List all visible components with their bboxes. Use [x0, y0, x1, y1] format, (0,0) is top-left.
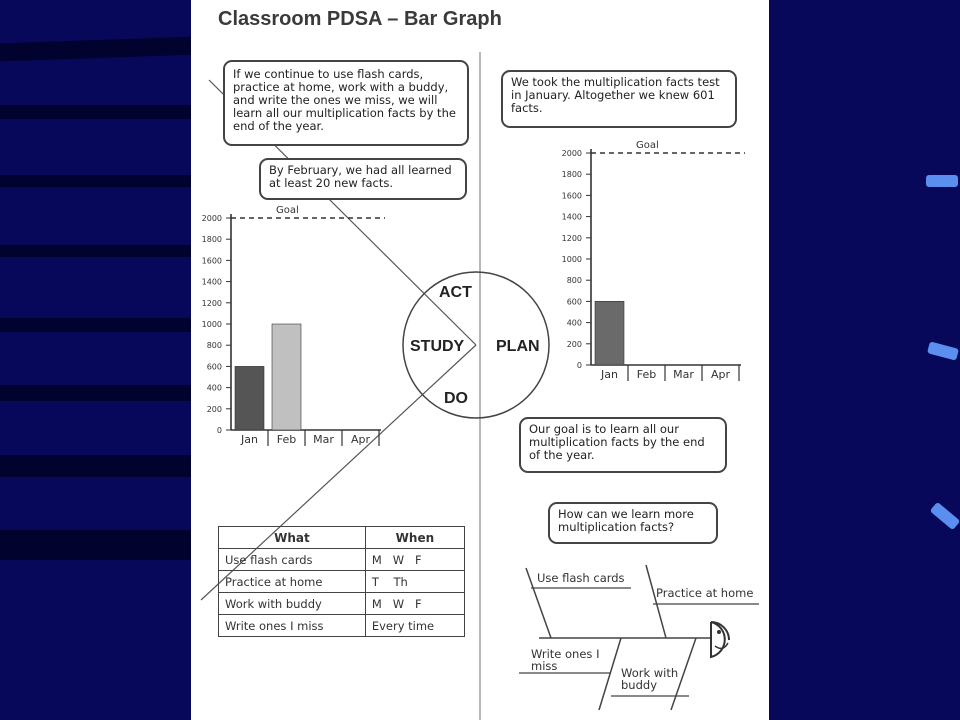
table-header-row: [219, 527, 465, 549]
table-cell-when: M W F: [365, 593, 464, 615]
y-tick-label: 1600: [561, 191, 582, 201]
table-row: [219, 549, 465, 571]
x-tick-label: Apr: [350, 433, 371, 446]
y-tick-label: 1400: [201, 277, 222, 287]
baseline-note: We took the multiplication facts test in January. Altogether we knew 601 facts.: [501, 70, 737, 128]
table-cell-what: Practice at home: [219, 571, 366, 593]
y-tick-label: 1800: [561, 170, 582, 180]
y-tick-label: 200: [566, 339, 582, 349]
cycle-study-label: STUDY: [410, 338, 465, 355]
table-row: [219, 571, 465, 593]
bg-stripe: [0, 318, 195, 332]
cycle-do-label: DO: [444, 390, 468, 407]
y-tick-label: 1200: [561, 233, 582, 243]
fishbone-label-write-missed: Write ones I miss: [531, 647, 600, 673]
cycle-act-label: ACT: [439, 284, 472, 301]
table-cell-what: Work with buddy: [219, 593, 366, 615]
bg-stripe: [0, 245, 195, 257]
table-row: [219, 615, 465, 637]
table-cell-when: Every time: [365, 615, 464, 637]
bg-stripe: [0, 455, 195, 477]
x-tick-label: Jan: [241, 433, 258, 446]
fishbone-label-practice-home: Practice at home: [656, 586, 754, 600]
x-tick-label: Apr: [710, 368, 731, 381]
y-tick-label: 600: [206, 362, 222, 372]
goal-note: Our goal is to learn all our multiplication facts by the end of the year.: [519, 417, 727, 473]
question-note: How can we learn more multiplication facts?: [548, 502, 718, 544]
y-tick-label: 1800: [201, 235, 222, 245]
x-tick-label: Mar: [673, 368, 694, 381]
y-tick-label: 800: [206, 341, 222, 351]
bg-stripe: [0, 385, 195, 401]
y-tick-label: 0: [216, 426, 222, 435]
bar: [272, 324, 301, 430]
x-tick-label: Feb: [276, 433, 297, 446]
y-tick-label: 1600: [201, 256, 222, 266]
x-tick-label: Jan: [601, 368, 618, 381]
bar: [235, 366, 264, 430]
table-cell-when: M W F: [365, 549, 464, 571]
fishbone-label-flash-cards: Use flash cards: [537, 571, 625, 585]
pdsa-worksheet: [191, 0, 769, 720]
x-tick-label: Feb: [636, 368, 657, 381]
goal-label: Goal: [636, 140, 659, 151]
y-tick-label: 1000: [201, 320, 222, 329]
bg-accent-mark: [927, 341, 959, 360]
y-tick-label: 200: [206, 404, 222, 414]
act-result-note: By February, we had all learned at least 20 new facts.: [259, 158, 467, 200]
bg-accent-mark: [930, 502, 960, 530]
bg-stripe: [0, 37, 195, 62]
y-tick-label: 1400: [561, 212, 582, 222]
bar: [595, 301, 624, 365]
february-bar-chart: [191, 200, 391, 460]
x-tick-label: Mar: [313, 433, 334, 446]
bg-stripe: [0, 530, 195, 560]
table-cell-what: Use flash cards: [219, 549, 366, 571]
y-tick-label: 0: [576, 361, 582, 370]
table-cell-what: Write ones I miss: [219, 615, 366, 637]
table-header-what: What: [219, 527, 366, 549]
y-tick-label: 1000: [561, 255, 582, 264]
page-title: Classroom PDSA – Bar Graph: [218, 8, 502, 30]
y-tick-label: 600: [566, 297, 582, 307]
y-tick-label: 400: [206, 383, 222, 393]
table-cell-when: T Th: [365, 571, 464, 593]
table-header-when: When: [365, 527, 464, 549]
y-tick-label: 1200: [201, 298, 222, 308]
goal-label: Goal: [276, 205, 299, 216]
fishbone-label-work-buddy: Work with buddy: [621, 666, 679, 692]
bg-stripe: [0, 175, 195, 187]
cycle-plan-label: PLAN: [496, 338, 540, 355]
bg-stripe: [0, 105, 195, 119]
january-bar-chart: [551, 135, 751, 395]
y-tick-label: 800: [566, 276, 582, 286]
y-tick-label: 400: [566, 318, 582, 328]
what-when-table: [218, 526, 465, 637]
table-row: [219, 593, 465, 615]
y-tick-label: 2000: [201, 214, 222, 223]
smiley-fish-head-icon: [711, 622, 729, 657]
y-tick-label: 2000: [561, 149, 582, 158]
act-plan-note: If we continue to use flash cards, practice at home, work with a buddy, and write the ones we miss, we will learn all our multiplication facts by the end of the year.: [223, 60, 469, 146]
fishbone-bone: [646, 565, 666, 638]
bg-accent-mark: [926, 175, 958, 187]
